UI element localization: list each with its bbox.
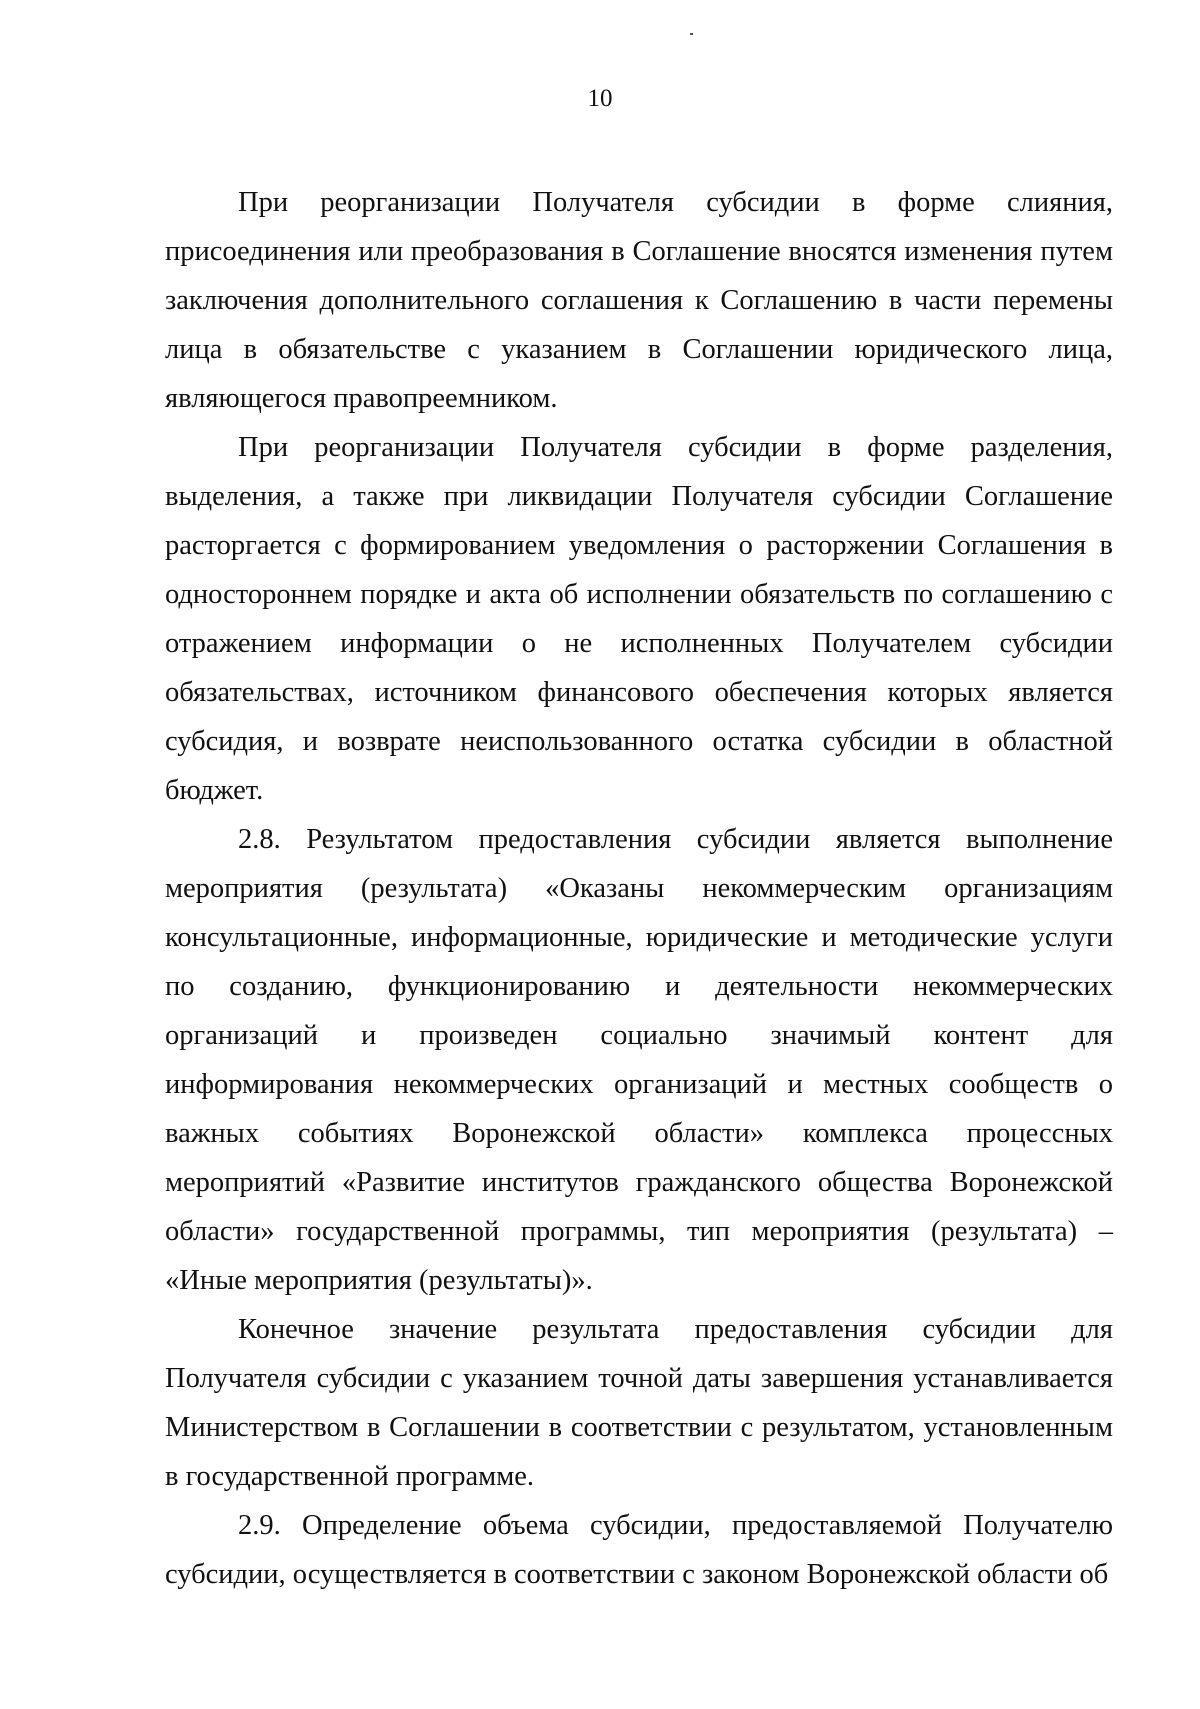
paragraph-reorganization-merger: При реорганизации Получателя субсидии в форме слияния, присоединения или преобразования в Соглашение вносятся изменения путем заключения дополнительного соглашения к Соглашению в части перемены лица в обязательстве с указанием в Соглашении юридического лица, являющегося правопреемником.: [165, 187, 1113, 414]
paragraph-2-8-result: 2.8. Результатом предоставления субсидии является выполнение мероприятия (результата) «Оказаны некоммерческим организациям консультационные, информационные, юридические и методические услуги по созданию, функционированию и деятельности некоммерческих организаций и произведен социально значимый контент для информирования некоммерческих организаций и местных сообществ о важных событиях Воронежской области» комплекса процессных мероприятий «Развитие институтов гражданского общества Воронежской области» государственной программы, тип мероприятия (результата) – «Иные мероприятия (результаты)».: [165, 824, 1113, 1296]
paragraph-reorganization-division: При реорганизации Получателя субсидии в форме разделения, выделения, а также при ликвидации Получателя субсидии Соглашение расторгается с формированием уведомления о расторжении Соглашения в одностороннем порядке и акта об исполнении обязательств по соглашению с отражением информации о не исполненных Получателем субсидии обязательствах, источником финансового обеспечения которых является субсидия, и возврате неиспользованного остатка субсидии в областной бюджет.: [165, 432, 1113, 806]
page-number: 10: [587, 85, 613, 112]
paragraph-2-9-volume: 2.9. Определение объема субсидии, предоставляемой Получателю субсидии, осуществляется в соответствии с законом Воронежской области об: [165, 1510, 1113, 1590]
paragraph-final-value: Конечное значение результата предоставления субсидии для Получателя субсидии с указанием точной даты завершения устанавливается Министерством в Соглашении в соответствии с результатом, установленным в государственной программе.: [165, 1314, 1113, 1492]
document-body: [165, 178, 1113, 1599]
scan-speck: [690, 33, 693, 35]
